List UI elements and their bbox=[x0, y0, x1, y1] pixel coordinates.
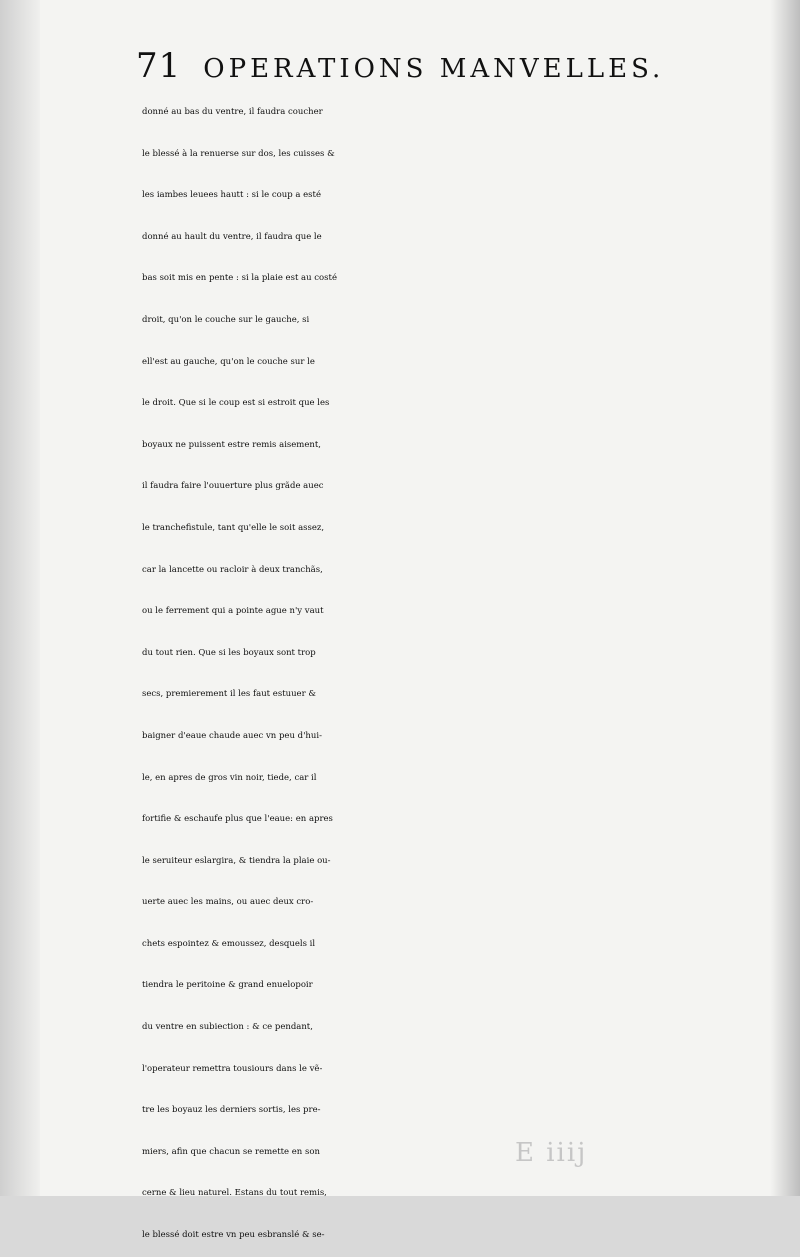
text-line: donné au bas du ventre, il faudra coucher bbox=[142, 107, 323, 117]
text-line: fortifie & eschaufe plus que l'eaue: en apres bbox=[142, 814, 333, 825]
text-line: secs, premierement il les faut estuuer & bbox=[142, 689, 316, 700]
text-line: l'operateur remettra tousiours dans le vẽ- bbox=[142, 1063, 323, 1074]
text-line: tiendra le peritoine & grand enuelopoir bbox=[142, 980, 313, 991]
text-line: le tranchefistule, tant qu'elle le soit assez, bbox=[142, 522, 325, 533]
body-text bbox=[142, 92, 742, 1257]
running-header bbox=[136, 46, 681, 86]
text-line: du tout rien. Que si les boyaux sont trop bbox=[142, 647, 316, 658]
text-line: donné au hault du ventre, il faudra que le bbox=[142, 231, 322, 242]
text-line: baigner d'eaue chaude auec vn peu d'hui- bbox=[142, 730, 322, 741]
page-number: 71 bbox=[136, 46, 182, 86]
page-edge bbox=[770, 0, 800, 1196]
text-line: il faudra faire l'ouuerture plus grãde auec bbox=[142, 481, 324, 492]
text-line: tre les boyauz les derniers sortis, les pre- bbox=[142, 1105, 321, 1116]
text-line: droit, qu'on le couche sur le gauche, si bbox=[142, 314, 310, 325]
text-line: ou le ferrement qui a pointe ague n'y vaut bbox=[142, 606, 324, 617]
text-line: le, en apres de gros vin noir, tiede, car il bbox=[142, 772, 317, 783]
text-line: les iambes leuees hautt : si le coup a esté bbox=[142, 190, 321, 201]
text-line: cerne & lieu naturel. Estans du tout remis, bbox=[142, 1188, 327, 1199]
text-line: boyaux ne puissent estre remis aisement, bbox=[142, 439, 321, 450]
running-title: OPERATIONS MANVELLES. bbox=[203, 54, 665, 84]
text-line: le droit. Que si le coup est si estroit que les bbox=[142, 398, 330, 409]
signature-mark: E iiij bbox=[515, 1138, 588, 1168]
text-line: le blessé doit estre vn peu esbranslé & se- bbox=[142, 1230, 325, 1241]
text-line: uerte auec les mains, ou auec deux cro- bbox=[142, 897, 314, 908]
text-line: ell'est au gauche, qu'on le couche sur le bbox=[142, 356, 315, 367]
text-line: le blessé à la renuerse sur dos, les cuisses & bbox=[142, 148, 335, 159]
text-line: miers, afin que chacun se remette en son bbox=[142, 1146, 320, 1157]
gutter-shadow bbox=[0, 0, 40, 1196]
text-line: le seruiteur eslargira, & tiendra la plaie ou- bbox=[142, 855, 331, 866]
text-line: du ventre en subiection : & ce pendant, bbox=[142, 1022, 313, 1033]
text-line: chets espointez & emoussez, desquels il bbox=[142, 938, 316, 949]
text-line: bas soit mis en pente : si la plaie est au costé bbox=[142, 273, 337, 284]
text-line: car la lancette ou racloir à deux tranchãs, bbox=[142, 564, 323, 575]
